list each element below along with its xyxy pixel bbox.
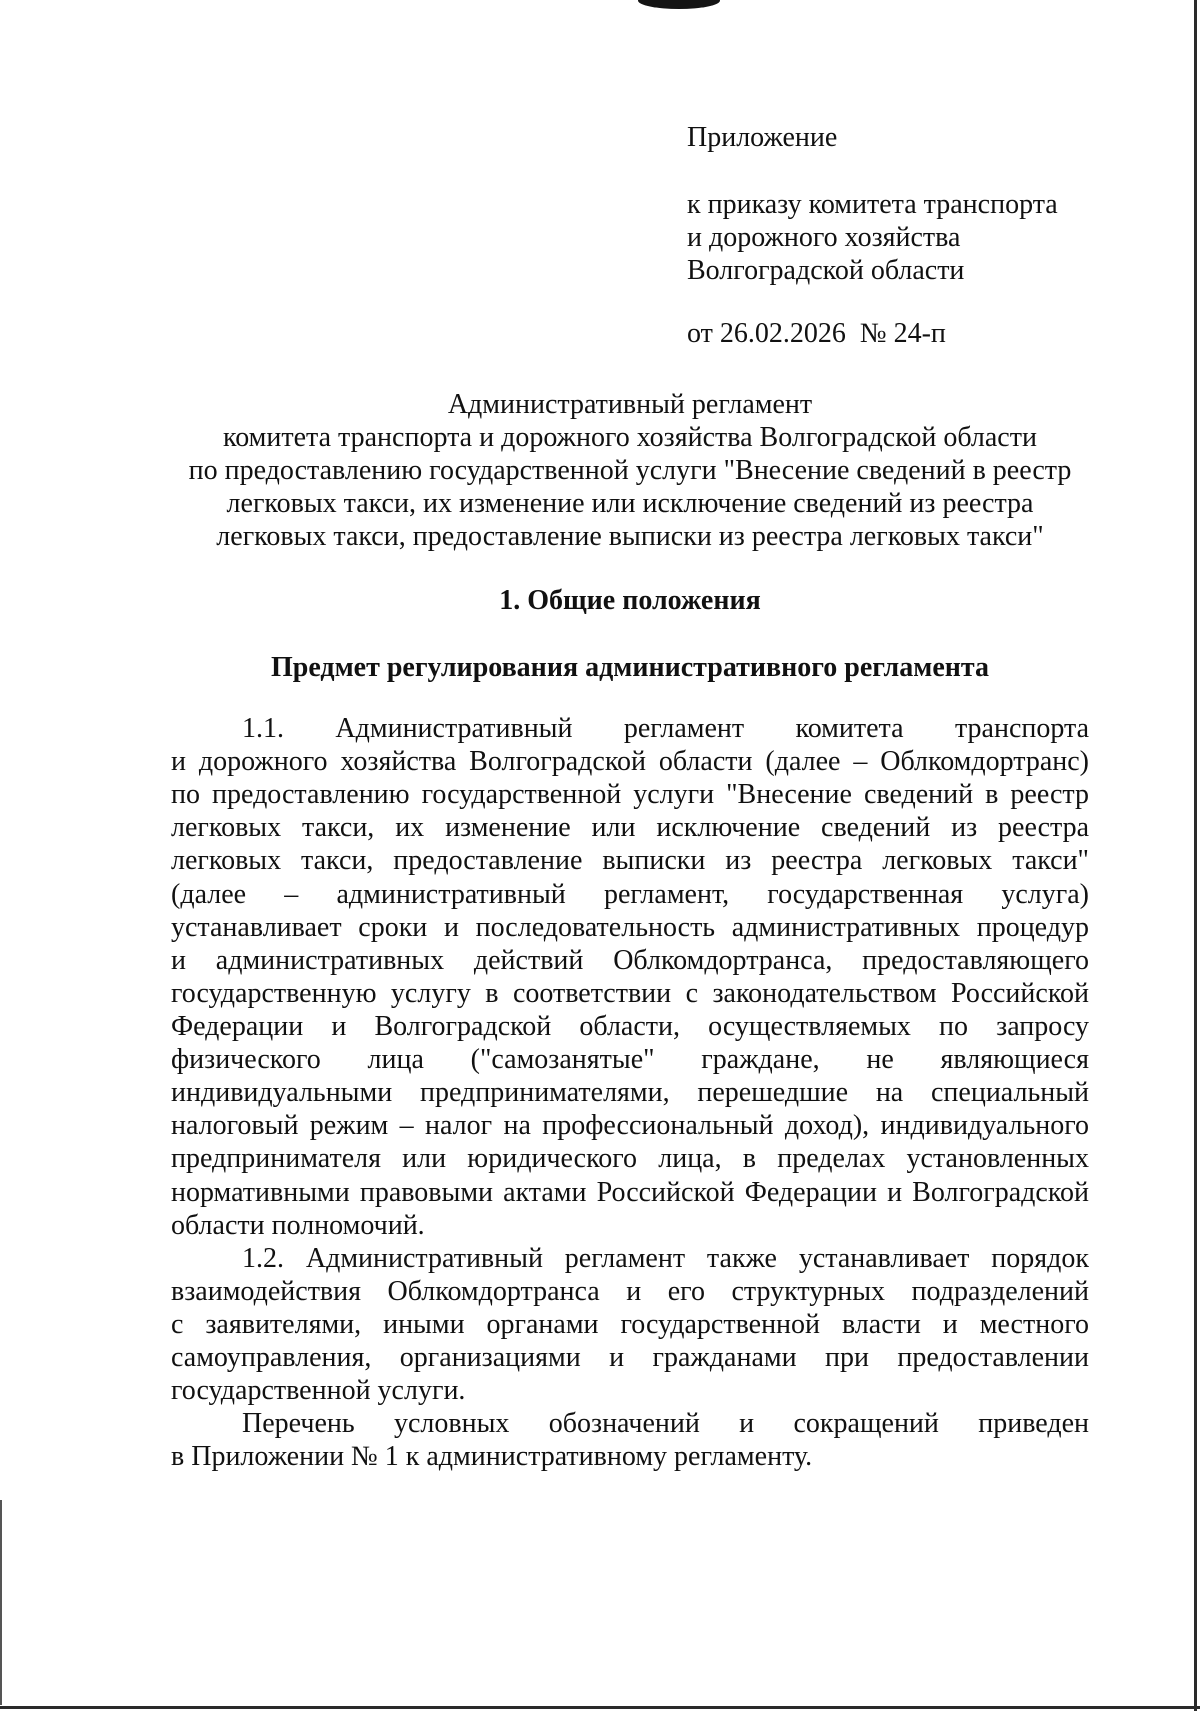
title-line: по предоставлению государственной услуги "Внесение сведений в реестр [188, 455, 1072, 486]
paragraph-line: самоуправления, организациями и гражданами при предоставлении [171, 1342, 1090, 1374]
appendix-label: Приложение [687, 122, 838, 153]
scan-edge-bottom [0, 1706, 1200, 1709]
title-line: комитета транспорта и дорожного хозяйства Волгоградской области [223, 422, 1037, 453]
title-line: легковых такси, предоставление выписки из реестра легковых такси" [216, 521, 1044, 552]
paragraph-line: по предоставлению государственной услуги "Внесение сведений в реестр [171, 779, 1089, 811]
scan-edge-right [1194, 0, 1197, 1711]
paragraph-line: Федерации и Волгоградской области, осуществляемых по запросу [171, 1010, 1089, 1042]
subsection-heading: Предмет регулирования административного регламента [271, 652, 989, 683]
paragraph-line: физического лица ("самозанятые" граждане, не являющиеся [171, 1044, 1089, 1076]
paragraph-line: взаимодействия Облкомдортранса и его структурных подразделений [171, 1275, 1089, 1307]
paragraph-line: государственную услугу в соответствии с законодательством Российской [171, 977, 1089, 1009]
paragraph-line: в Приложении № 1 к административному регламенту. [171, 1441, 813, 1473]
document-body [171, 712, 1089, 1474]
paragraph-line: устанавливает сроки и последовательность административных процедур [171, 911, 1089, 943]
appendix-order-line: к приказу комитета транспорта [687, 189, 1058, 220]
scan-smudge-top [638, 0, 720, 9]
scan-edge-left [0, 1500, 2, 1705]
paragraph-line: легковых такси, предоставление выписки из реестра легковых такси" [171, 845, 1089, 877]
paragraph-abbreviations [171, 1407, 1089, 1473]
appendix-order-line: и дорожного хозяйства [687, 222, 961, 253]
paragraph-line: области полномочий. [171, 1209, 425, 1241]
paragraph-1-1 [171, 712, 1089, 1242]
title-line: легковых такси, их изменение или исключение сведений из реестра [226, 488, 1034, 519]
paragraph-line: легковых такси, их изменение или исключение сведений из реестра [171, 812, 1089, 844]
paragraph-line: государственной услуги. [171, 1375, 466, 1407]
paragraph-line: и дорожного хозяйства Волгоградской области (далее – Облкомдортранс) [171, 746, 1089, 778]
paragraph-line: 1.1. Административный регламент комитета транспорта [242, 713, 1089, 744]
paragraph-line: с заявителями, иными органами государственной власти и местного [171, 1308, 1089, 1340]
document-title [171, 388, 1089, 553]
paragraph-line: индивидуальными предпринимателями, перешедшие на специальный [171, 1077, 1090, 1109]
section-heading: 1. Общие положения [499, 585, 761, 616]
appendix-order-line: Волгоградской области [687, 255, 965, 286]
appendix-order-reference [687, 188, 1187, 287]
title-line: Административный регламент [447, 389, 813, 420]
paragraph-line: (далее – административный регламент, государственная услуга) [171, 878, 1090, 910]
paragraph-1-2 [171, 1242, 1089, 1408]
paragraph-line: 1.2. Административный регламент также устанавливает порядок [242, 1242, 1089, 1274]
order-date-number: от 26.02.2026 № 24-п [687, 318, 946, 349]
paragraph-line: нормативными правовыми актами Российской Федерации и Волгоградской [171, 1176, 1089, 1208]
paragraph-line: и административных действий Облкомдортранса, предоставляющего [171, 944, 1089, 976]
paragraph-line: Перечень условных обозначений и сокращений приведен [242, 1408, 1089, 1440]
paragraph-line: налоговый режим – налог на профессиональный доход), индивидуального [171, 1110, 1089, 1142]
paragraph-line: предпринимателя или юридического лица, в пределах установленных [171, 1143, 1089, 1175]
